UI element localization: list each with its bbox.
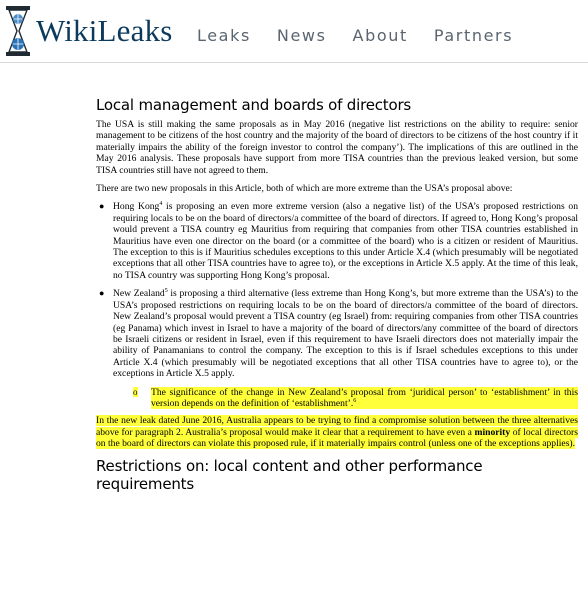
section-heading-restrictions: Restrictions on: local content and other performance requirements [96, 456, 483, 493]
footnote-ref-6[interactable]: 6 [353, 397, 357, 404]
bullet-hong-kong-lead: Hong Kong [113, 201, 160, 213]
highlight-text-part2: of local directors on the board of directors can violate this proposed rule, if it materially impairs control (unless one of the exceptions applies). [96, 426, 578, 450]
main-nav [197, 26, 539, 45]
site-header [0, 0, 588, 63]
nav-partners[interactable]: Partners [433, 26, 514, 45]
paragraph-usa-proposals: The USA is still making the same proposals as in May 2016 (negative list restrictions on the ability to require: senior management to be citizens of the host country and the majority of the board of directors to be citizens of the host country if it materially impairs the ability of the foreign investor to control the company’). The implications of this are outlined in the May 2016 analysis. These proposals have support from more TISA countries than the previous leaked version, but some TISA countries still have not agreed to them. [96, 119, 578, 176]
footnote-ref-5[interactable]: 5 [164, 288, 168, 295]
sub-bullet-text [151, 387, 578, 410]
highlighted-paragraph-australia [96, 415, 578, 449]
bullet-new-zealand-body: is proposing a third alternative (less extreme than Hong Kong’s, but more extreme than the USA’s) to the USA’s proposed restrictions on requiring locals to be on the board of directors/a committee of the board of directors. New Zealand’s proposal would prevent a TISA country (eg Israel) from: requiring companies from other TISA countries (eg Panama) which invest in Israel to have a majority of the board of directors/any committee of the board of directors be Israeli citizens or resident in Israel, even if this requirement to have Israeli directors does not materially impair the ability of Panamanians to control the company. The exception to this is if Israel schedules exceptions to this under Article X.4 (which presumably will be negotiated exceptions that all other TISA countries have to agree to), or the exceptions in Article X.5 apply. [113, 288, 578, 380]
document-body [96, 96, 578, 498]
paragraph-two-new-proposals: There are two new proposals in this Article, both of which are more extreme than the USA’s proposal above: [96, 183, 513, 195]
nav-leaks[interactable]: Leaks [197, 26, 251, 45]
nav-news[interactable]: News [276, 26, 327, 45]
highlight-text-part1: In the new leak dated June 2016, Australia appears to be trying to find a compromise solution between the three alternatives above for paragraph 2. Australia’s proposal would make it clear that a requirement to have even a [96, 415, 578, 438]
bullet-hong-kong-text [113, 201, 578, 281]
sub-list-item [133, 387, 578, 410]
bullet-dot-icon: ● [99, 201, 105, 212]
bullet-hong-kong-body: is proposing an even more extreme version (also a negative list) of the USA’s proposed restrictions on requiring locals to be on the board of directors/a committee of the board of directors. If agreed to, Hong Kong’s proposal would prevent a TISA country eg Mauritius from requiring that companies from other TISA countries established in Mauritius have even one director on the board (or a committee of the board) who is a citizen or resident of Mauritius. The exception to this is if Mauritius schedules exceptions to this under Article X.4 (which presumably will be negotiated exceptions that all other TISA countries have to agree to), or the exceptions in Article X.5 apply. At the time of this leak, no TISA country was supporting Hong Kong’s proposal. [113, 201, 578, 281]
bullet-dot-icon: ● [99, 288, 105, 299]
sub-bullet-body: The significance of the change in New Zealand’s proposal from ‘juridical person’ to ‘establishment’ in this version depends on the definition of ‘establishment’. [151, 386, 578, 409]
highlight-bold-minority: minority [474, 426, 511, 438]
hollow-circle-bullet-icon: o [133, 386, 138, 397]
bullet-new-zealand-text [113, 288, 578, 379]
bullet-new-zealand-lead: New Zealand [113, 288, 165, 300]
nav-about[interactable]: About [352, 26, 408, 45]
section-heading-local-management: Local management and boards of directors [96, 96, 412, 114]
wikileaks-logo-icon[interactable] [5, 5, 31, 57]
list-item [96, 288, 578, 379]
list-item [96, 201, 578, 281]
site-logo-text[interactable]: WikiLeaks [36, 13, 173, 48]
proposal-list [96, 201, 578, 379]
footnote-ref-4[interactable]: 4 [159, 201, 163, 208]
